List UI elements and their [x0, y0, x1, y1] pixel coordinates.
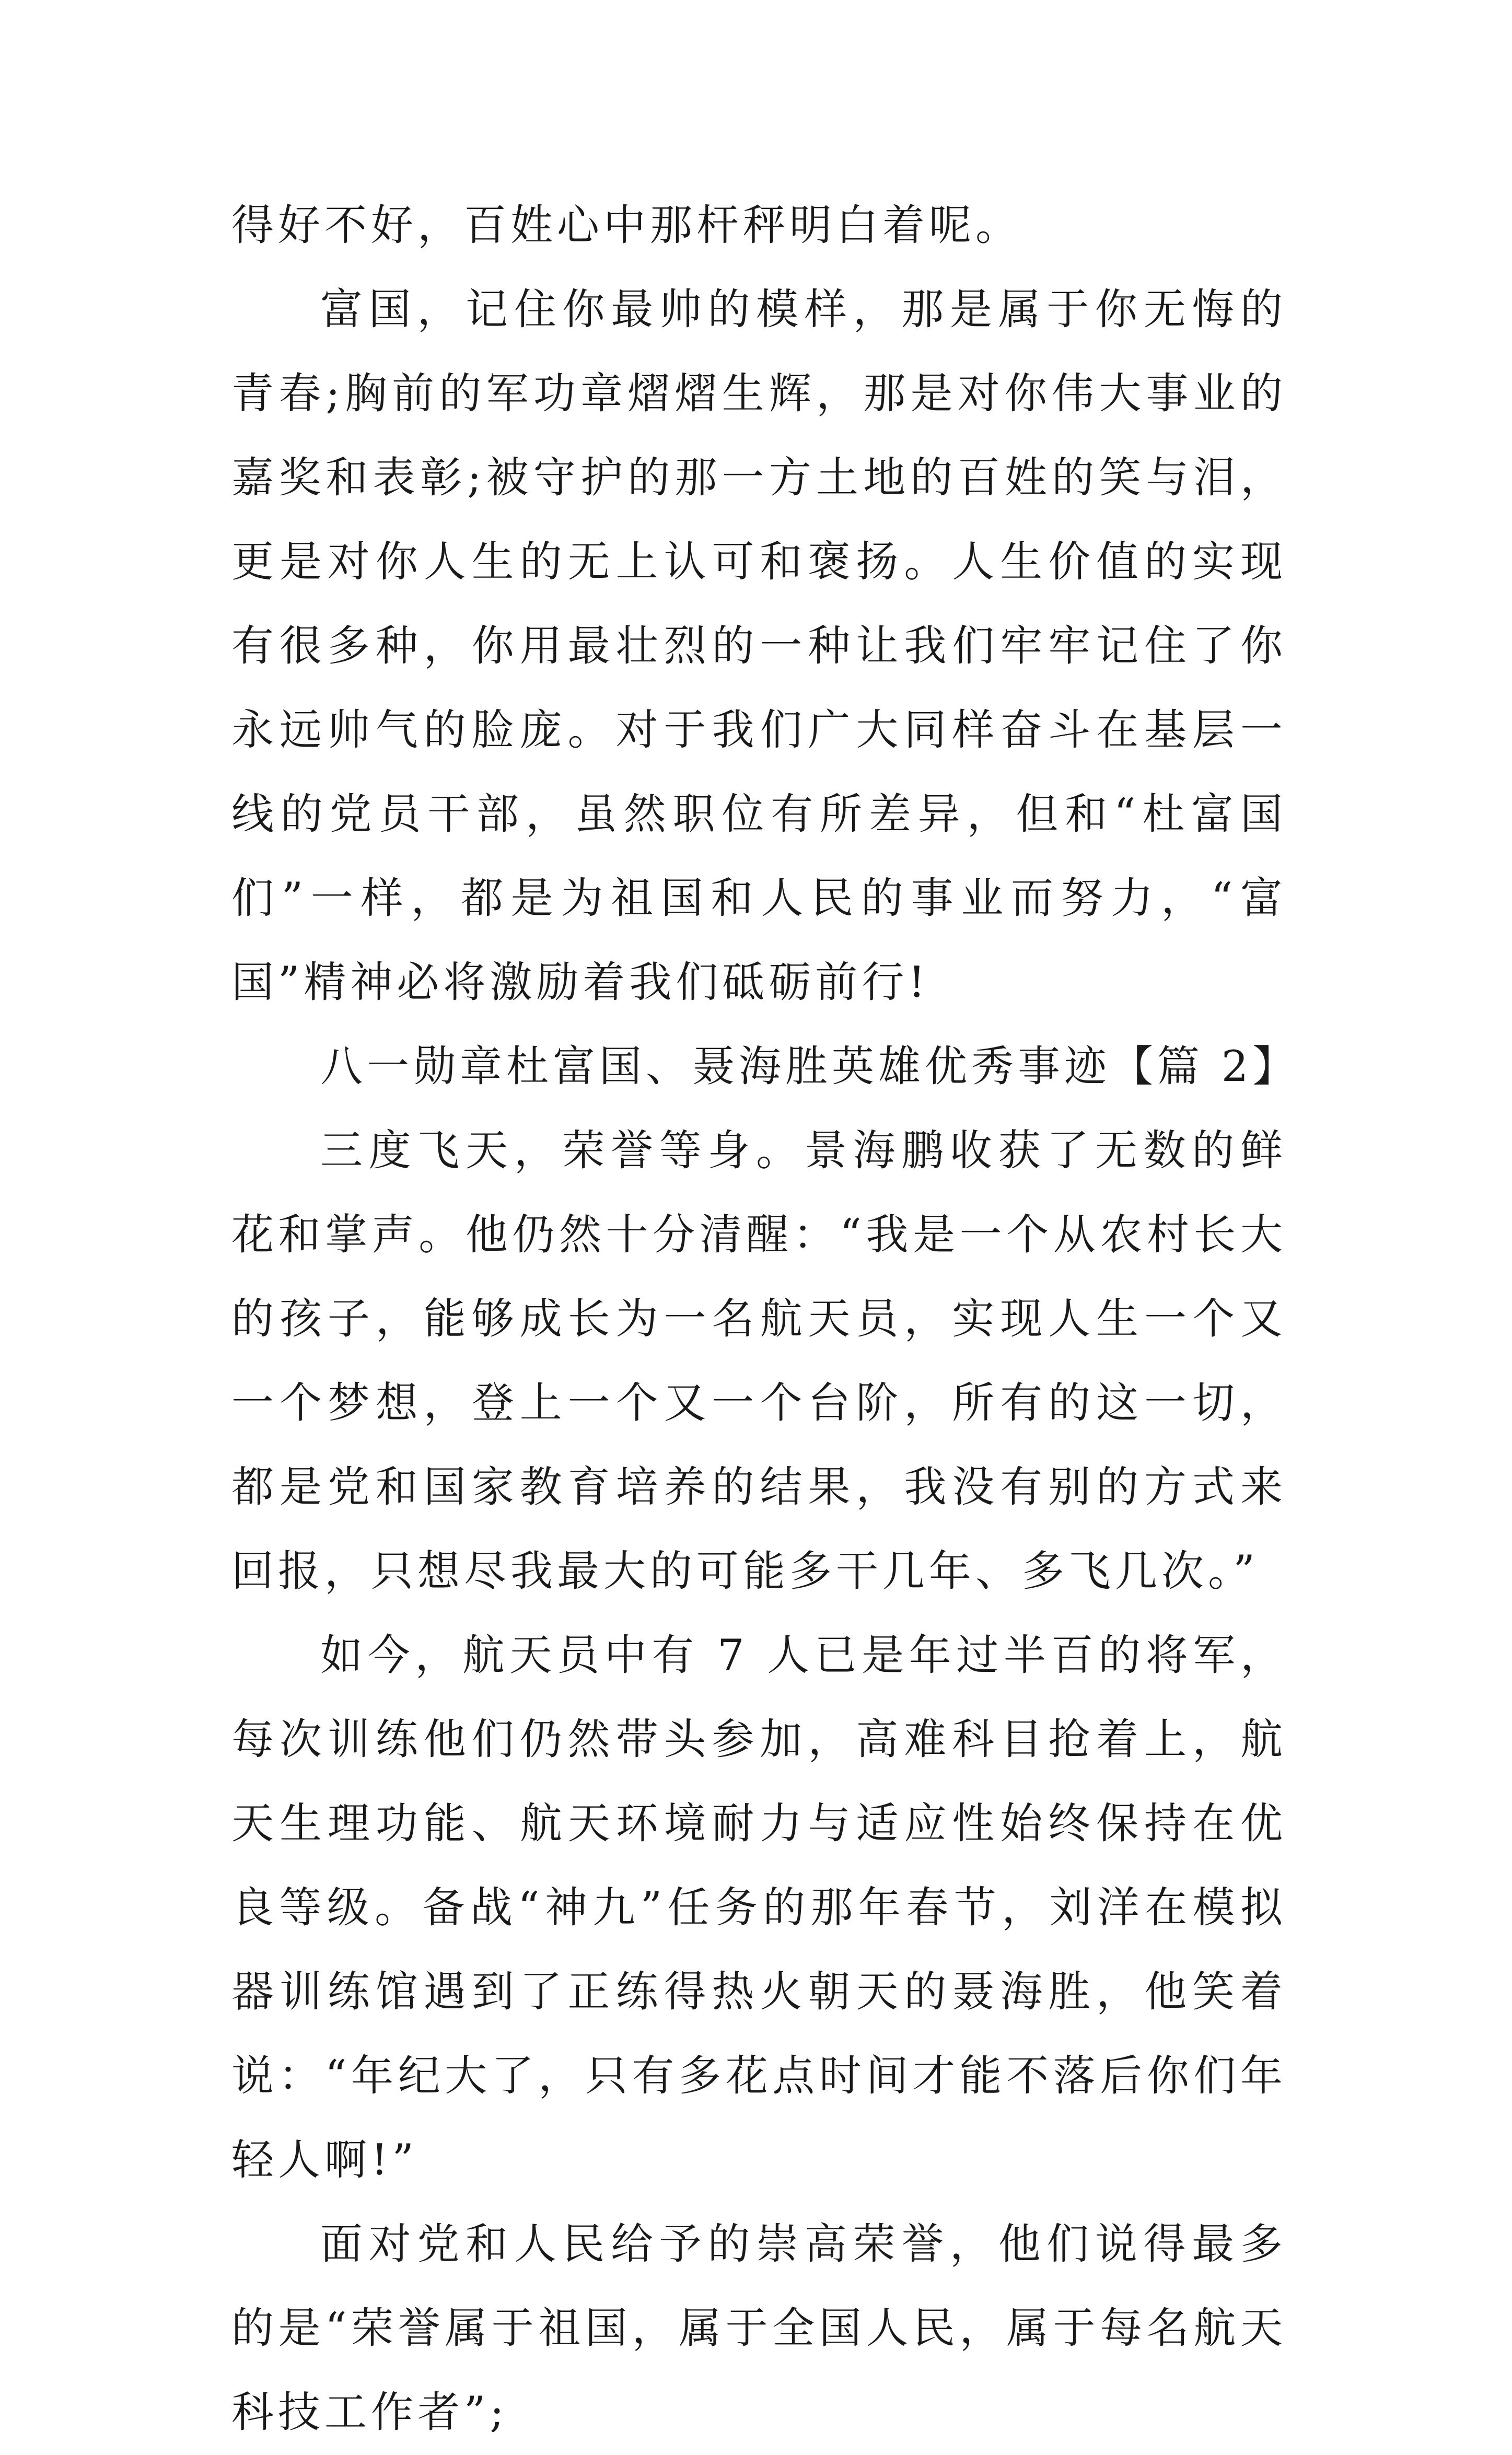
paragraph-fuguo: 富国，记住你最帅的模样，那是属于你无悔的青春;胸前的军功章熠熠生辉，那是对你伟大事业的嘉奖和表彰;被守护的那一方土地的百姓的笑与泪，更是对你人生的无上认可和褒扬。人生价值的实现有很多种，你用最壮烈的一种让我们牢牢记住了你永远帅气的脸庞。对于我们广大同样奋斗在基层一线的党员干部，虽然职位有所差异，但和“杜富国们”一样，都是为祖国和人民的事业而努力，“富国”精神必将激励着我们砥砺前行! [231, 285, 1287, 1007]
paragraph-continued: 得好不好，百姓心中那杆秤明白着呢。 [231, 201, 1022, 250]
paragraph-miandui: 面对党和人民给予的崇高荣誉，他们说得最多的是“荣誉属于祖国，属于全国人民，属于每名航天科技工作者”; [231, 2220, 1287, 2437]
section-heading: 八一勋章杜富国、聂海胜英雄优秀事迹【篇 2】 [320, 1042, 1299, 1091]
paragraph-santu: 三度飞天，荣誉等身。景海鹏收获了无数的鲜花和掌声。他仍然十分清醒：“我是一个从农村长大的孩子，能够成长为一名航天员，实现人生一个又一个梦想，登上一个又一个台阶，所有的这一切，都是党和国家教育培养的结果，我没有别的方式来回报，只想尽我最大的可能多干几年、多飞几次。” [231, 1126, 1287, 1596]
document-body [231, 184, 1299, 2455]
paragraph-rujin: 如今，航天员中有 7 人已是年过半百的将军，每次训练他们仍然带头参加，高难科目抢着上，航天生理功能、航天环境耐力与适应性始终保持在优良等级。备战“神九”任务的那年春节，刘洋在模拟器训练馆遇到了正练得热火朝天的聂海胜，他笑着说：“年纪大了，只有多花点时间才能不落后你们年轻人啊!” [231, 1631, 1287, 2185]
